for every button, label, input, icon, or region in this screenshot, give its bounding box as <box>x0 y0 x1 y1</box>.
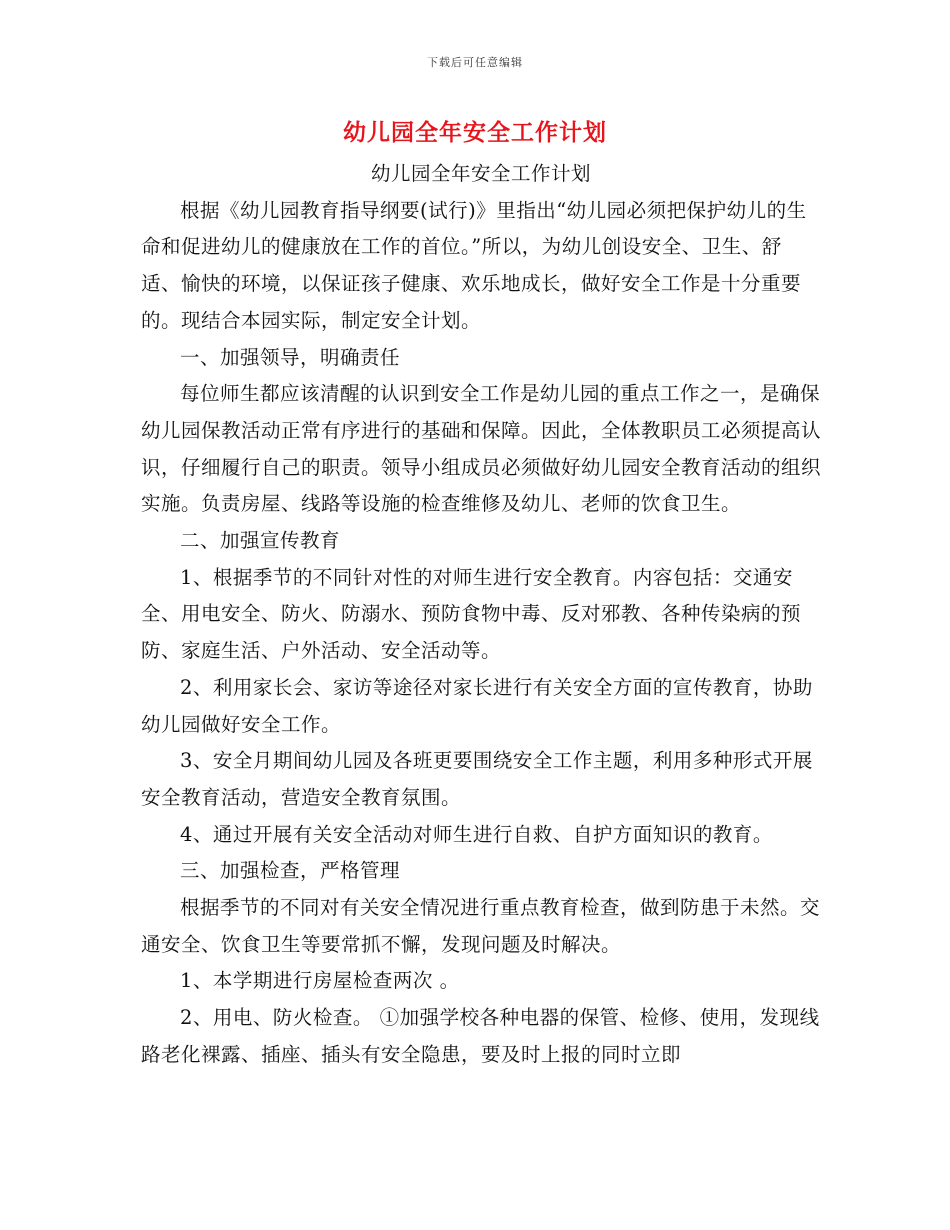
section-3-paragraph: 根据季节的不同对有关安全情况进行重点教育检查，做到防患于未然。交通安全、饮食卫生等要常抓不懈，发现问题及时解决。 <box>141 896 821 956</box>
section-2-item-2: 2、利用家长会、家访等途径对家长进行有关安全方面的宣传教育，协助幼儿园做好安全工作。 <box>141 675 813 736</box>
section-heading-1: 一、加强领导，明确责任 <box>180 345 401 369</box>
section-3-item-2: 2、用电、防火检查。 ①加强学校各种电器的保管、检修、使用，发现线路老化裸露、插座、插头有安全隐患，要及时上报的同时立即 <box>141 1006 820 1066</box>
section-2-item-1: 1、根据季节的不同针对性的对师生进行安全教育。内容包括：交通安全、用电安全、防火、防溺水、预防食物中毒、反对邪教、各种传染病的预防、家庭生活、户外活动、安全活动等。 <box>141 565 802 663</box>
section-3-item-1: 1、本学期进行房屋检查两次 。 <box>180 969 460 993</box>
document-subtitle: 幼儿园全年安全工作计划 <box>370 162 591 185</box>
document-title: 幼儿园全年安全工作计划 <box>343 120 607 146</box>
section-1-paragraph: 每位师生都应该清醒的认识到安全工作是幼儿园的重点工作之一，是确保幼儿园保教活动正常有序进行的基础和保障。因此，全体教职员工必须提高认识，仔细履行自己的职责。领导小组成员必须做好幼儿园安全教育活动的组织实施。负责房屋、线路等设施的检查维修及幼儿、老师的饮食卫生。 <box>141 382 822 516</box>
section-heading-3: 三、加强检查，严格管理 <box>180 859 401 883</box>
document-body <box>141 156 821 1074</box>
section-2-item-4: 4、通过开展有关安全活动对师生进行自救、自护方面知识的教育。 <box>180 822 773 846</box>
intro-paragraph: 根据《幼儿园教育指导纲要(试行)》里指出“幼儿园必须把保护幼儿的生命和促进幼儿的健康放在工作的首位。”所以，为幼儿创设安全、卫生、舒适、愉快的环境，以保证孩子健康、欢乐地成长，做好安全工作是十分重要的。现结合本园实际，制定安全计划。 <box>141 198 807 332</box>
section-2-item-3: 3、安全月期间幼儿园及各班更要围绕安全工作主题，利用多种形式开展安全教育活动，营造安全教育氛围。 <box>141 749 813 809</box>
page-header: 下载后可任意编辑 <box>427 56 523 69</box>
section-heading-2: 二、加强宣传教育 <box>180 529 341 553</box>
